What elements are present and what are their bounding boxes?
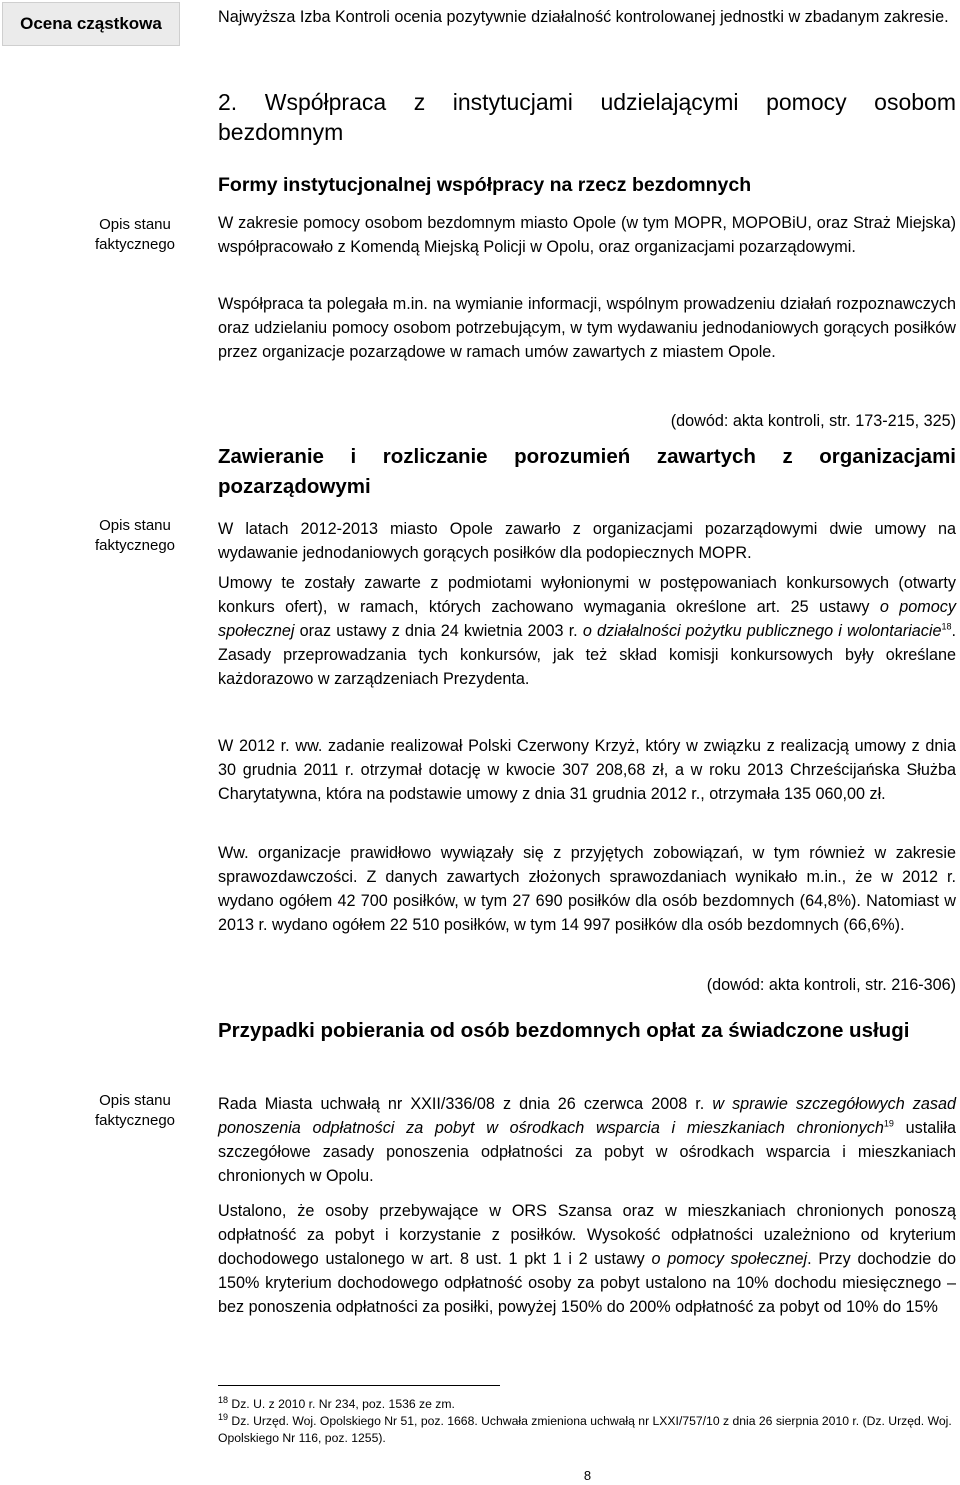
footnote-number: 18: [218, 1394, 229, 1405]
paragraph-4-text-c: oraz ustawy z dnia 24 kwietnia 2003 r.: [294, 622, 583, 640]
act-title-social-assistance-2: o pomocy społecznej: [651, 1250, 808, 1268]
paragraph-7: [218, 1092, 956, 1188]
paragraph-1: W zakresie pomocy osobom bezdomnym miasto Opole (w tym MOPR, MOPOBiU, oraz Straż Miejska) współpracowało z Komendą Miejską Policji w Opolu, oraz organizacjami pozarządowymi.: [218, 214, 956, 256]
paragraph-8: [218, 1199, 956, 1319]
footnote-text: Dz. Urzęd. Woj. Opolskiego Nr 51, poz. 1668. Uchwała zmieniona uchwałą nr LXXI/757/10 z dnia 26 sierpnia 2010 r. (Dz. Urzęd. Woj. Opolskiego Nr 116, poz. 1255).: [218, 1414, 952, 1445]
evidence-reference-1: (dowód: akta kontroli, str. 173-215, 325): [670, 412, 956, 430]
resolution-title: w sprawie szczegółowych zasad ponoszenia odpłatności za pobyt w ośrodkach wsparcia i mieszkaniach chronionych: [218, 1095, 956, 1137]
act-title-social-assistance: o pomocy społecznej: [218, 598, 956, 640]
act-title-public-benefit: o działalności pożytku publicznego i wolontariacie: [582, 622, 942, 640]
paragraph-5: W 2012 r. ww. zadanie realizował Polski Czerwony Krzyż, który w związku z realizacją umowy z dnia 30 grudnia 2011 r. otrzymał dotację w kwocie 307 208,68 zł, a w roku 2013 Chrześcijańska Służba Charytatywna, która na podstawie umowy z dnia 31 grudnia 2012 r., otrzymała 135 060,00 zł.: [218, 737, 956, 803]
footnote-19: [218, 1413, 956, 1447]
paragraph-3: W latach 2012-2013 miasto Opole zawarło z organizacjami pozarządowymi dwie umowy na wydawanie jednodaniowych gorących posiłków dla podopiecznych MOPR.: [218, 520, 956, 562]
assessment-paragraph: Najwyższa Izba Kontroli ocenia pozytywnie działalność kontrolowanej jednostki w zbadanym zakresie.: [218, 8, 949, 26]
margin-label-factual-1: Opis stanu faktycznego: [94, 216, 176, 253]
paragraph-4-text-a: Umowy te zostały zawarte z podmiotami wyłonionymi w postępowaniach konkursowych (otwarty konkurs ofert), w ramach, których zachowano wymagania określone art. 25 ustawy: [218, 574, 956, 616]
partial-assessment-label: [2, 2, 180, 46]
paragraph-4: [218, 571, 956, 691]
footnote-18: [218, 1396, 956, 1413]
section-heading: 2. Współpraca z instytucjami udzielającymi pomocy osobom bezdomnym: [218, 89, 956, 145]
footnote-ref-19: 19: [883, 1118, 894, 1129]
footnotes: [218, 1396, 956, 1447]
page-number: 8: [583, 1468, 592, 1483]
margin-label-factual-2: Opis stanu faktycznego: [94, 517, 176, 554]
footnote-number: 19: [218, 1411, 229, 1422]
partial-assessment-title: Ocena cząstkowa: [20, 14, 162, 33]
subheading-fees: Przypadki pobierania od osób bezdomnych opłat za świadczone usługi: [218, 1019, 910, 1042]
paragraph-7-text-c: ustaliła szczegółowe zasady ponoszenia odpłatności za pobyt w ośrodkach wsparcia i mieszkaniach chronionych w Opolu.: [218, 1119, 956, 1185]
evidence-reference-2: (dowód: akta kontroli, str. 216-306): [706, 976, 956, 994]
subheading-institutional-cooperation: Formy instytucjonalnej współpracy na rzecz bezdomnych: [218, 174, 752, 196]
paragraph-7-text-a: Rada Miasta uchwałą nr XXII/336/08 z dnia 26 czerwca 2008 r.: [218, 1095, 713, 1113]
footnote-separator: [218, 1385, 500, 1386]
footnote-ref-18: 18: [941, 621, 952, 632]
footnote-text: Dz. U. z 2010 r. Nr 234, poz. 1536 ze zm.: [228, 1397, 455, 1411]
paragraph-8-text-a: Ustalono, że osoby przebywające w ORS Szansa oraz w mieszkaniach chronionych ponoszą odpłatność za pobyt i korzystanie z posiłków. Wysokość odpłatności uzależniono od kryterium dochodowego ustalonego w art. 8 ust. 1 pkt 1 i 2 ustawy: [218, 1202, 956, 1268]
paragraph-2: Współpraca ta polegała m.in. na wymianie informacji, wspólnym prowadzeniu działań rozpoznawczych oraz udzielaniu pomocy osobom potrzebującym, w tym wydawaniu jednodaniowych gorących posiłków przez organizacje pozarządowe w ramach umów zawartych z miastem Opole.: [218, 295, 956, 361]
subheading-agreements: Zawieranie i rozliczanie porozumień zawartych z organizacjami pozarządowymi: [218, 445, 956, 498]
paragraph-4-text-e: . Zasady przeprowadzania tych konkursów, jak też skład komisji konkursowych były określane każdorazowo w zarządzeniach Prezydenta.: [218, 622, 956, 688]
margin-label-factual-3: Opis stanu faktycznego: [94, 1092, 176, 1129]
paragraph-6: Ww. organizacje prawidłowo wywiązały się z przyjętych zobowiązań, w tym również w zakresie sprawozdawczości. Z danych zawartych złożonych sprawozdaniach wynikało m.in., że w 2012 r. wydano ogółem 42 700 posiłków, w tym 27 690 posiłków dla osób bezdomnych (64,8%). Natomiast w 2013 r. wydano ogółem 22 510 posiłków, w tym 14 997 posiłków dla osób bezdomnych (66,6%).: [218, 844, 956, 934]
paragraph-8-text-c: . Przy dochodzie do 150% kryterium dochodowego odpłatność osoby za pobyt ustalono na 10% dochodu miesięcznego – bez ponoszenia odpłatności za posiłki, powyżej 150% do 200% odpłatność za pobyt od 10% do 15%: [218, 1250, 956, 1316]
